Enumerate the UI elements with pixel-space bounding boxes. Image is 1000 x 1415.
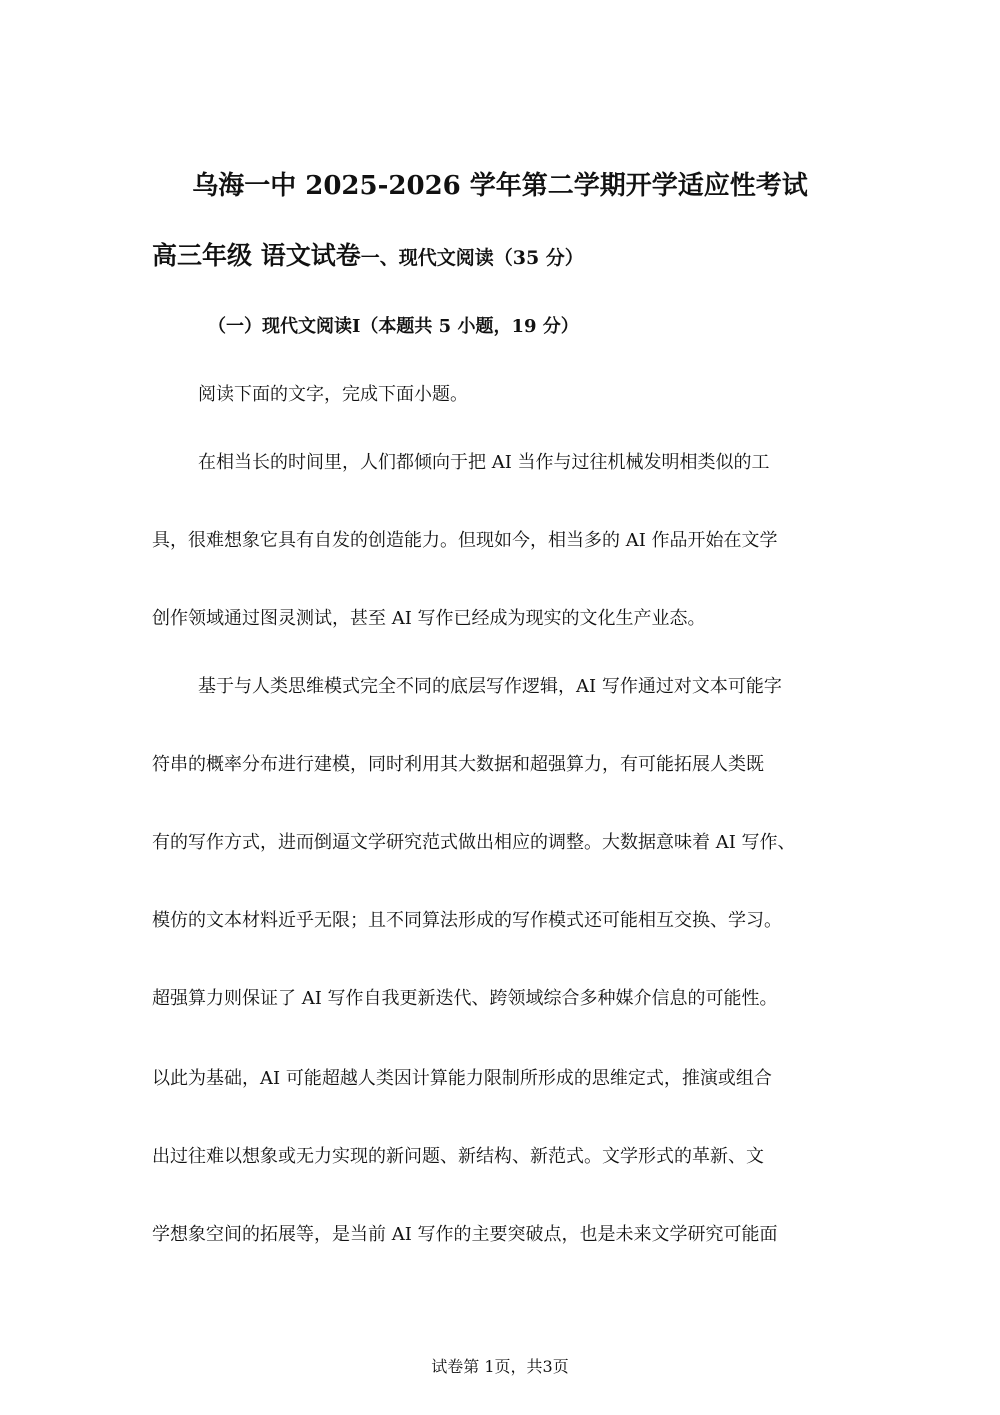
passage-line: 创作领域通过图灵测试，甚至 AI 写作已经成为现实的文化生产业态。 — [152, 608, 706, 629]
passage-line: 具，很难想象它具有自发的创造能力。但现如今，相当多的 AI 作品开始在文学 — [152, 530, 778, 551]
exam-title: 乌海一中 2025-2026 学年第二学期开学适应性考试 — [192, 171, 808, 201]
passage-line: 学想象空间的拓展等，是当前 AI 写作的主要突破点，也是未来文学研究可能面 — [152, 1224, 778, 1245]
passage-line: 符串的概率分布进行建模，同时利用其大数据和超强算力，有可能拓展人类既 — [152, 754, 764, 775]
subsection-heading: （一）现代文阅读Ⅰ（本题共 5 小题，19 分） — [208, 316, 579, 337]
page-footer: 试卷第 1页，共3页 — [431, 1357, 569, 1376]
passage-line: 基于与人类思维模式完全不同的底层写作逻辑，AI 写作通过对文本可能字 — [198, 676, 782, 697]
passage-line: 模仿的文本材料近乎无限；且不同算法形成的写作模式还可能相互交换、学习。 — [152, 910, 782, 931]
passage-line: 出过往难以想象或无力实现的新问题、新结构、新范式。文学形式的革新、文 — [152, 1146, 764, 1167]
passage-line: 在相当长的时间里，人们都倾向于把 AI 当作与过往机械发明相类似的工 — [198, 452, 770, 473]
passage-line: 有的写作方式，进而倒逼文学研究范式做出相应的调整。大数据意味着 AI 写作、 — [152, 832, 796, 853]
grade-heading: 高三年级 语文试卷 — [152, 241, 361, 270]
passage-line: 以此为基础，AI 可能超越人类因计算能力限制所形成的思维定式，推演或组合 — [152, 1068, 772, 1089]
exam-subtitle — [152, 236, 584, 279]
section-heading: 一、现代文阅读（35 分） — [360, 247, 584, 269]
passage-line: 超强算力则保证了 AI 写作自我更新迭代、跨领域综合多种媒介信息的可能性。 — [152, 988, 778, 1009]
reading-instruction: 阅读下面的文字，完成下面小题。 — [198, 384, 468, 405]
